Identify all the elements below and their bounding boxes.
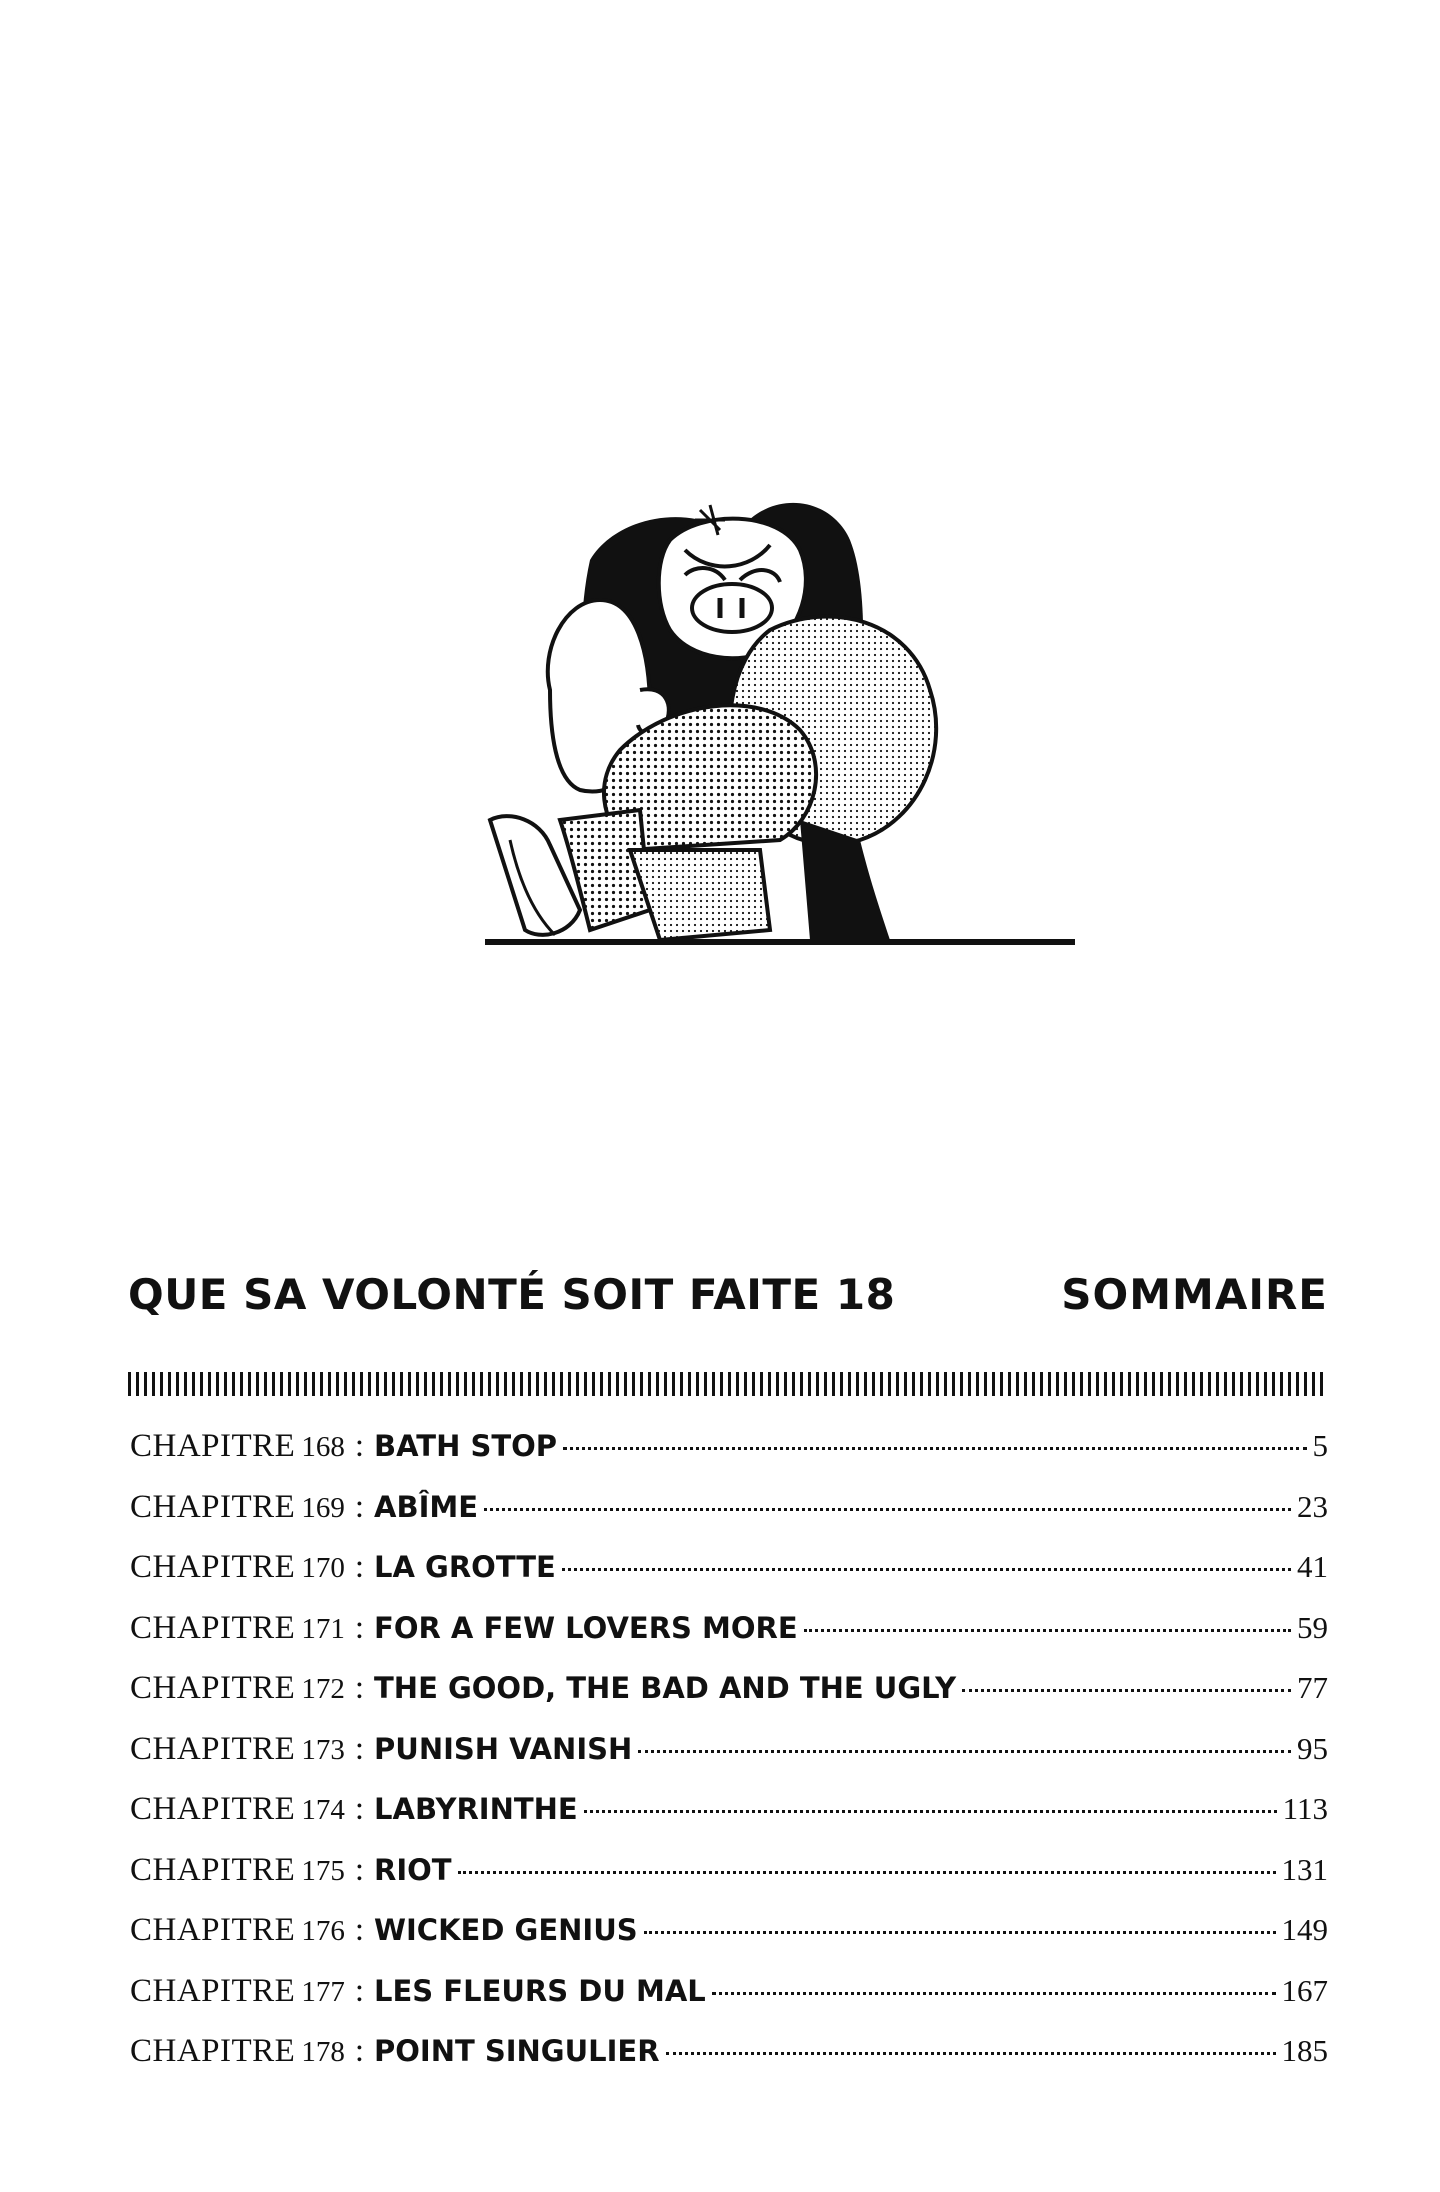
page-number: 113 bbox=[1282, 1791, 1328, 1826]
dot-leader bbox=[644, 1931, 1276, 1934]
book-title: QUE SA VOLONTÉ SOIT FAITE 18 bbox=[128, 1270, 896, 1319]
page-number: 167 bbox=[1281, 1972, 1328, 2008]
pig-snout bbox=[692, 584, 772, 632]
chapter-number: 174 bbox=[301, 1794, 345, 1826]
table-of-contents bbox=[130, 1428, 1328, 2094]
dot-leader bbox=[962, 1689, 1291, 1692]
chapter-number: 172 bbox=[301, 1673, 345, 1705]
toc-entry bbox=[130, 1549, 1328, 1610]
chapter-title: ABÎME bbox=[374, 1489, 479, 1524]
toc-entry bbox=[130, 1670, 1328, 1731]
chapter-number: 177 bbox=[301, 1975, 345, 2008]
chapter-label: CHAPITRE bbox=[130, 1488, 296, 1525]
page-number: 95 bbox=[1297, 1730, 1328, 1766]
chapter-label: CHAPITRE bbox=[130, 1730, 296, 1767]
chapter-label: CHAPITRE bbox=[130, 1670, 296, 1706]
chapter-number: 170 bbox=[301, 1552, 345, 1584]
toc-entry bbox=[130, 1489, 1328, 1550]
dot-leader bbox=[563, 1447, 1306, 1450]
toc-entry bbox=[130, 1428, 1328, 1489]
chapter-title: POINT SINGULIER bbox=[374, 2034, 660, 2068]
toc-entry bbox=[130, 1912, 1328, 1973]
chapter-number: 178 bbox=[301, 2036, 345, 2068]
separator: : bbox=[354, 1549, 365, 1585]
separator: : bbox=[354, 1912, 365, 1948]
separator: : bbox=[354, 2033, 365, 2069]
chapter-title: WICKED GENIUS bbox=[374, 1913, 638, 1947]
chapter-number: 169 bbox=[301, 1491, 345, 1524]
chapter-number: 171 bbox=[301, 1612, 345, 1645]
chapter-title: LES FLEURS DU MAL bbox=[374, 1973, 706, 2008]
chapter-label: CHAPITRE bbox=[130, 1609, 296, 1646]
dot-leader bbox=[458, 1871, 1276, 1874]
page-number: 149 bbox=[1281, 1912, 1328, 1947]
chapter-title: BATH STOP bbox=[374, 1429, 558, 1463]
toc-entry bbox=[130, 1852, 1328, 1913]
chapter-label: CHAPITRE bbox=[130, 1549, 296, 1585]
toc-entry bbox=[130, 1973, 1328, 2034]
chapter-label: CHAPITRE bbox=[130, 2033, 296, 2069]
separator: : bbox=[354, 1791, 365, 1827]
chapter-label: CHAPITRE bbox=[130, 1912, 296, 1948]
dot-leader bbox=[712, 1992, 1276, 1995]
chapter-title: LA GROTTE bbox=[374, 1550, 556, 1584]
toc-entry bbox=[130, 1731, 1328, 1792]
dot-leader bbox=[584, 1810, 1277, 1813]
toc-entry bbox=[130, 1610, 1328, 1671]
chapter-number: 175 bbox=[301, 1854, 345, 1887]
dot-leader bbox=[638, 1750, 1291, 1753]
chapter-title: RIOT bbox=[374, 1852, 452, 1887]
chapter-title: LABYRINTHE bbox=[374, 1792, 578, 1826]
section-title: SOMMAIRE bbox=[1061, 1270, 1328, 1319]
page-number: 41 bbox=[1297, 1549, 1328, 1584]
dot-leader bbox=[562, 1568, 1291, 1571]
contents-header bbox=[128, 1270, 1328, 1340]
separator: : bbox=[354, 1609, 365, 1646]
page-number: 77 bbox=[1297, 1670, 1328, 1705]
chapter-title: PUNISH VANISH bbox=[374, 1731, 633, 1766]
separator: : bbox=[354, 1670, 365, 1706]
separator: : bbox=[354, 1428, 365, 1464]
chapter-number: 173 bbox=[301, 1733, 345, 1766]
dot-leader bbox=[484, 1508, 1291, 1511]
chapter-label: CHAPITRE bbox=[130, 1851, 296, 1888]
dot-leader bbox=[804, 1629, 1291, 1632]
chapter-title: THE GOOD, THE BAD AND THE UGLY bbox=[374, 1671, 957, 1705]
chibi-characters-hug-illustration bbox=[470, 490, 1090, 950]
chapter-number: 168 bbox=[301, 1431, 345, 1463]
toc-entry bbox=[130, 1791, 1328, 1852]
chapter-number: 176 bbox=[301, 1915, 345, 1947]
page-number: 5 bbox=[1312, 1428, 1328, 1463]
page-number: 23 bbox=[1297, 1488, 1328, 1524]
page-number: 59 bbox=[1297, 1609, 1328, 1645]
chapter-label: CHAPITRE bbox=[130, 1428, 296, 1464]
dot-leader bbox=[666, 2052, 1276, 2055]
page-number: 185 bbox=[1281, 2033, 1328, 2068]
toc-entry bbox=[130, 2033, 1328, 2094]
decorative-tick-rule bbox=[128, 1372, 1328, 1396]
separator: : bbox=[354, 1730, 365, 1767]
page-number: 131 bbox=[1281, 1851, 1328, 1887]
separator: : bbox=[354, 1488, 365, 1525]
separator: : bbox=[354, 1972, 365, 2009]
chapter-title: FOR A FEW LOVERS MORE bbox=[374, 1610, 798, 1645]
chapter-label: CHAPITRE bbox=[130, 1972, 296, 2009]
chapter-label: CHAPITRE bbox=[130, 1791, 296, 1827]
separator: : bbox=[354, 1851, 365, 1888]
